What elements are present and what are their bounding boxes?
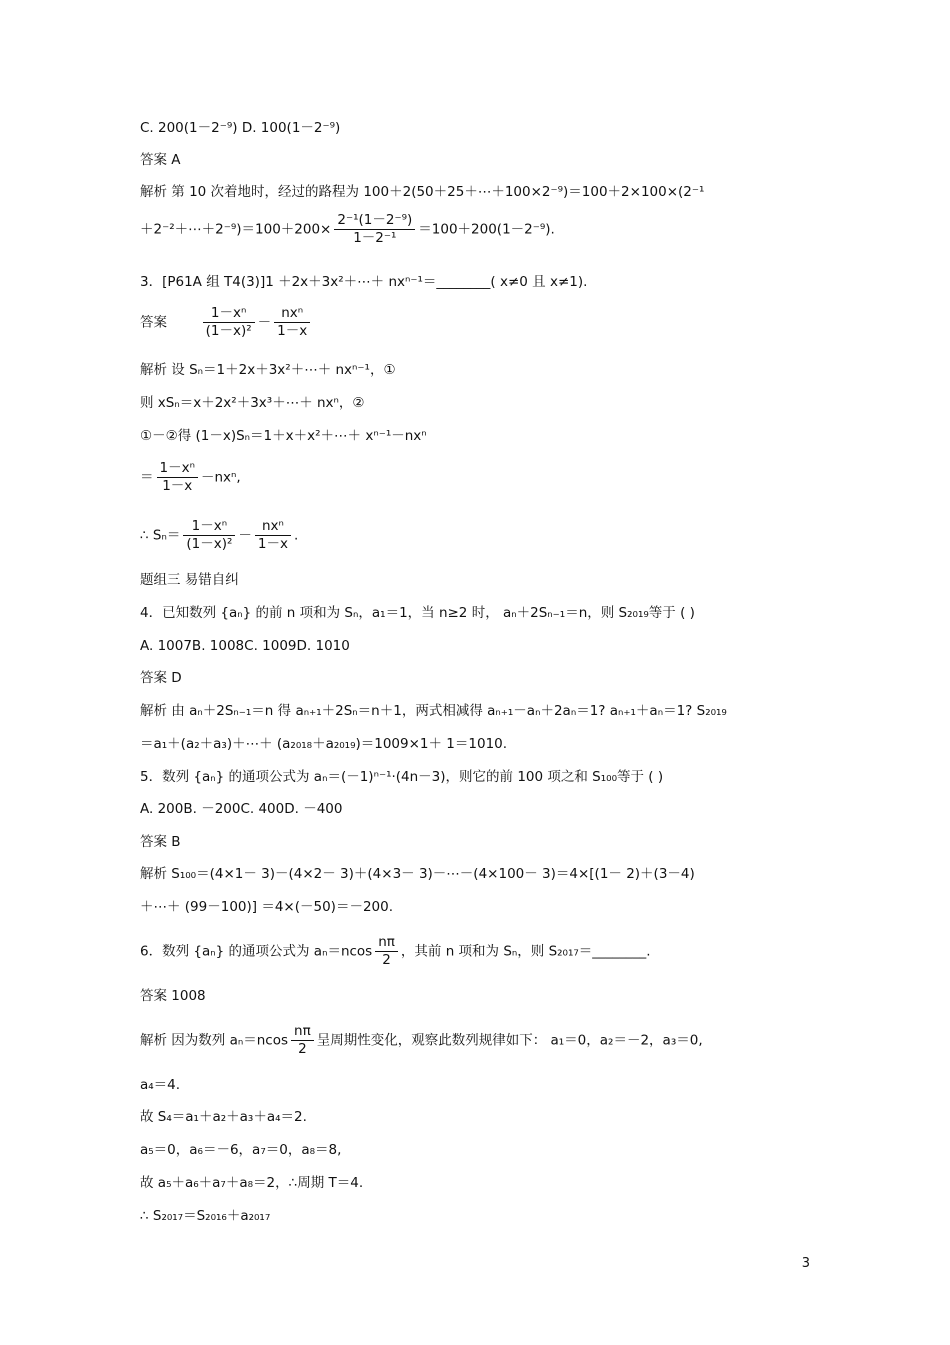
answer-line: 答案 B	[140, 834, 181, 850]
answer-label: 答案	[140, 314, 167, 331]
analysis-line: 解析 由 aₙ＋2Sₙ₋₁＝n 得 aₙ₊₁＋2Sₙ＝n＋1，两式相减得 aₙ₊₁－aₙ＋2aₙ＝1? aₙ₊₁＋aₙ＝1? S₂₀₁₉	[140, 703, 727, 719]
formula-text: 6．数列 {aₙ} 的通项公式为 aₙ＝ncos	[140, 943, 373, 960]
fraction	[255, 518, 291, 553]
analysis-line: 解析 S₁₀₀＝(4×1－ 3)－(4×2－ 3)＋(4×3－ 3)－⋯－(4×100－ 3)＝4×[(1－ 2)＋(3－4)	[140, 866, 695, 882]
option-line-cd: C. 200(1－2⁻⁹) D. 100(1－2⁻⁹)	[140, 120, 341, 136]
denominator: 2	[298, 1041, 307, 1057]
page-number: 3	[801, 1256, 810, 1271]
numerator: 1－xⁿ	[157, 460, 198, 478]
equation-line: ∴ S₂₀₁₇＝S₂₀₁₆＋a₂₀₁₇	[140, 1208, 271, 1224]
denominator: 1－x	[257, 536, 288, 552]
fraction	[375, 934, 398, 969]
fraction	[203, 305, 255, 340]
equation-line: ＋⋯＋ (99－100)] ＝4×(－50)＝－200.	[140, 899, 393, 915]
denominator: 2	[382, 952, 391, 968]
equation-line: 故 S₄＝a₁＋a₂＋a₃＋a₄＝2.	[140, 1109, 307, 1125]
denominator: (1－x)²	[205, 323, 252, 339]
question-4: 4．已知数列 {aₙ} 的前 n 项和为 Sₙ，a₁＝1，当 n≥2 时， aₙ＋2Sₙ₋₁＝n，则 S₂₀₁₉等于 ( )	[140, 605, 695, 621]
numerator: 1－xⁿ	[183, 518, 235, 536]
equation-line: 则 xSₙ＝x＋2x²＋3x³＋⋯＋ nxⁿ，②	[140, 395, 365, 411]
formula-text: 解析 因为数列 aₙ＝ncos	[140, 1032, 289, 1049]
denominator: 1－x	[277, 323, 308, 339]
formula-text: ＝	[140, 469, 154, 486]
numerator: nxⁿ	[274, 305, 310, 323]
formula-text: ∴ Sₙ＝	[140, 527, 181, 544]
equation-line: ＝a₁＋(a₂＋a₃)＋⋯＋ (a₂₀₁₈＋a₂₀₁₉)＝1009×1＋ 1＝1010.	[140, 736, 508, 752]
formula-text: －nxⁿ,	[200, 469, 241, 486]
denominator: 1－x	[162, 478, 193, 494]
options-line: A. 1007B. 1008C. 1009D. 1010	[140, 638, 350, 654]
equation-line: a₅＝0，a₆＝－6，a₇＝0，a₈＝8,	[140, 1142, 342, 1158]
equation-line: 故 a₅＋a₆＋a₇＋a₈＝2，∴周期 T＝4.	[140, 1175, 364, 1191]
equation-line: a₄＝4.	[140, 1077, 181, 1093]
fraction	[291, 1023, 314, 1058]
equation-line: ①－②得 (1－x)Sₙ＝1＋x＋x²＋⋯＋ xⁿ⁻¹－nxⁿ	[140, 428, 427, 444]
denominator: (1－x)²	[186, 536, 233, 552]
numerator: nxⁿ	[255, 518, 291, 536]
question-6	[140, 934, 651, 969]
formula-text: 呈周期性变化，观察此数列规律如下： a₁＝0，a₂＝－2，a₃＝0,	[316, 1032, 703, 1049]
formula-text: ＝100＋200(1－2⁻⁹).	[418, 221, 555, 238]
analysis-line: 解析 设 Sₙ＝1＋2x＋3x²＋⋯＋ nxⁿ⁻¹，①	[140, 362, 396, 378]
options-line: A. 200B. －200C. 400D. －400	[140, 801, 343, 817]
formula-line	[140, 212, 555, 247]
analysis-line	[140, 1023, 703, 1058]
formula-text: .	[293, 527, 299, 544]
analysis-line: 解析 第 10 次着地时，经过的路程为 100＋2(50＋25＋⋯＋100×2⁻⁹)＝100＋2×100×(2⁻¹	[140, 184, 705, 200]
fraction	[157, 460, 198, 495]
numerator: nπ	[375, 934, 398, 952]
numerator: 1－xⁿ	[203, 305, 255, 323]
numerator: 2⁻¹(1－2⁻⁹)	[334, 212, 415, 230]
fraction	[183, 518, 235, 553]
question-5: 5．数列 {aₙ} 的通项公式为 aₙ＝(－1)ⁿ⁻¹·(4n－3)，则它的前 100 项之和 S₁₀₀等于 ( )	[140, 769, 664, 785]
fraction	[274, 305, 310, 340]
equation-line	[140, 460, 241, 495]
answer-line	[140, 305, 313, 340]
formula-text: ，其前 n 项和为 Sₙ，则 S₂₀₁₇＝________.	[400, 943, 651, 960]
formula-text: ＋2⁻²＋⋯＋2⁻⁹)＝100＋200×	[140, 221, 332, 238]
denominator: 1－2⁻¹	[353, 230, 397, 246]
minus-sign: －	[257, 314, 272, 331]
equation-line	[140, 518, 298, 553]
answer-line: 答案 A	[140, 152, 181, 168]
minus-sign: －	[238, 527, 252, 544]
numerator: nπ	[291, 1023, 314, 1041]
answer-line: 答案 D	[140, 670, 182, 686]
fraction	[334, 212, 415, 247]
section-heading: 题组三 易错自纠	[140, 572, 239, 588]
answer-line: 答案 1008	[140, 988, 206, 1004]
question-3: 3．[P61A 组 T4(3)]1 ＋2x＋3x²＋⋯＋ nxⁿ⁻¹＝________( x≠0 且 x≠1).	[140, 274, 588, 290]
